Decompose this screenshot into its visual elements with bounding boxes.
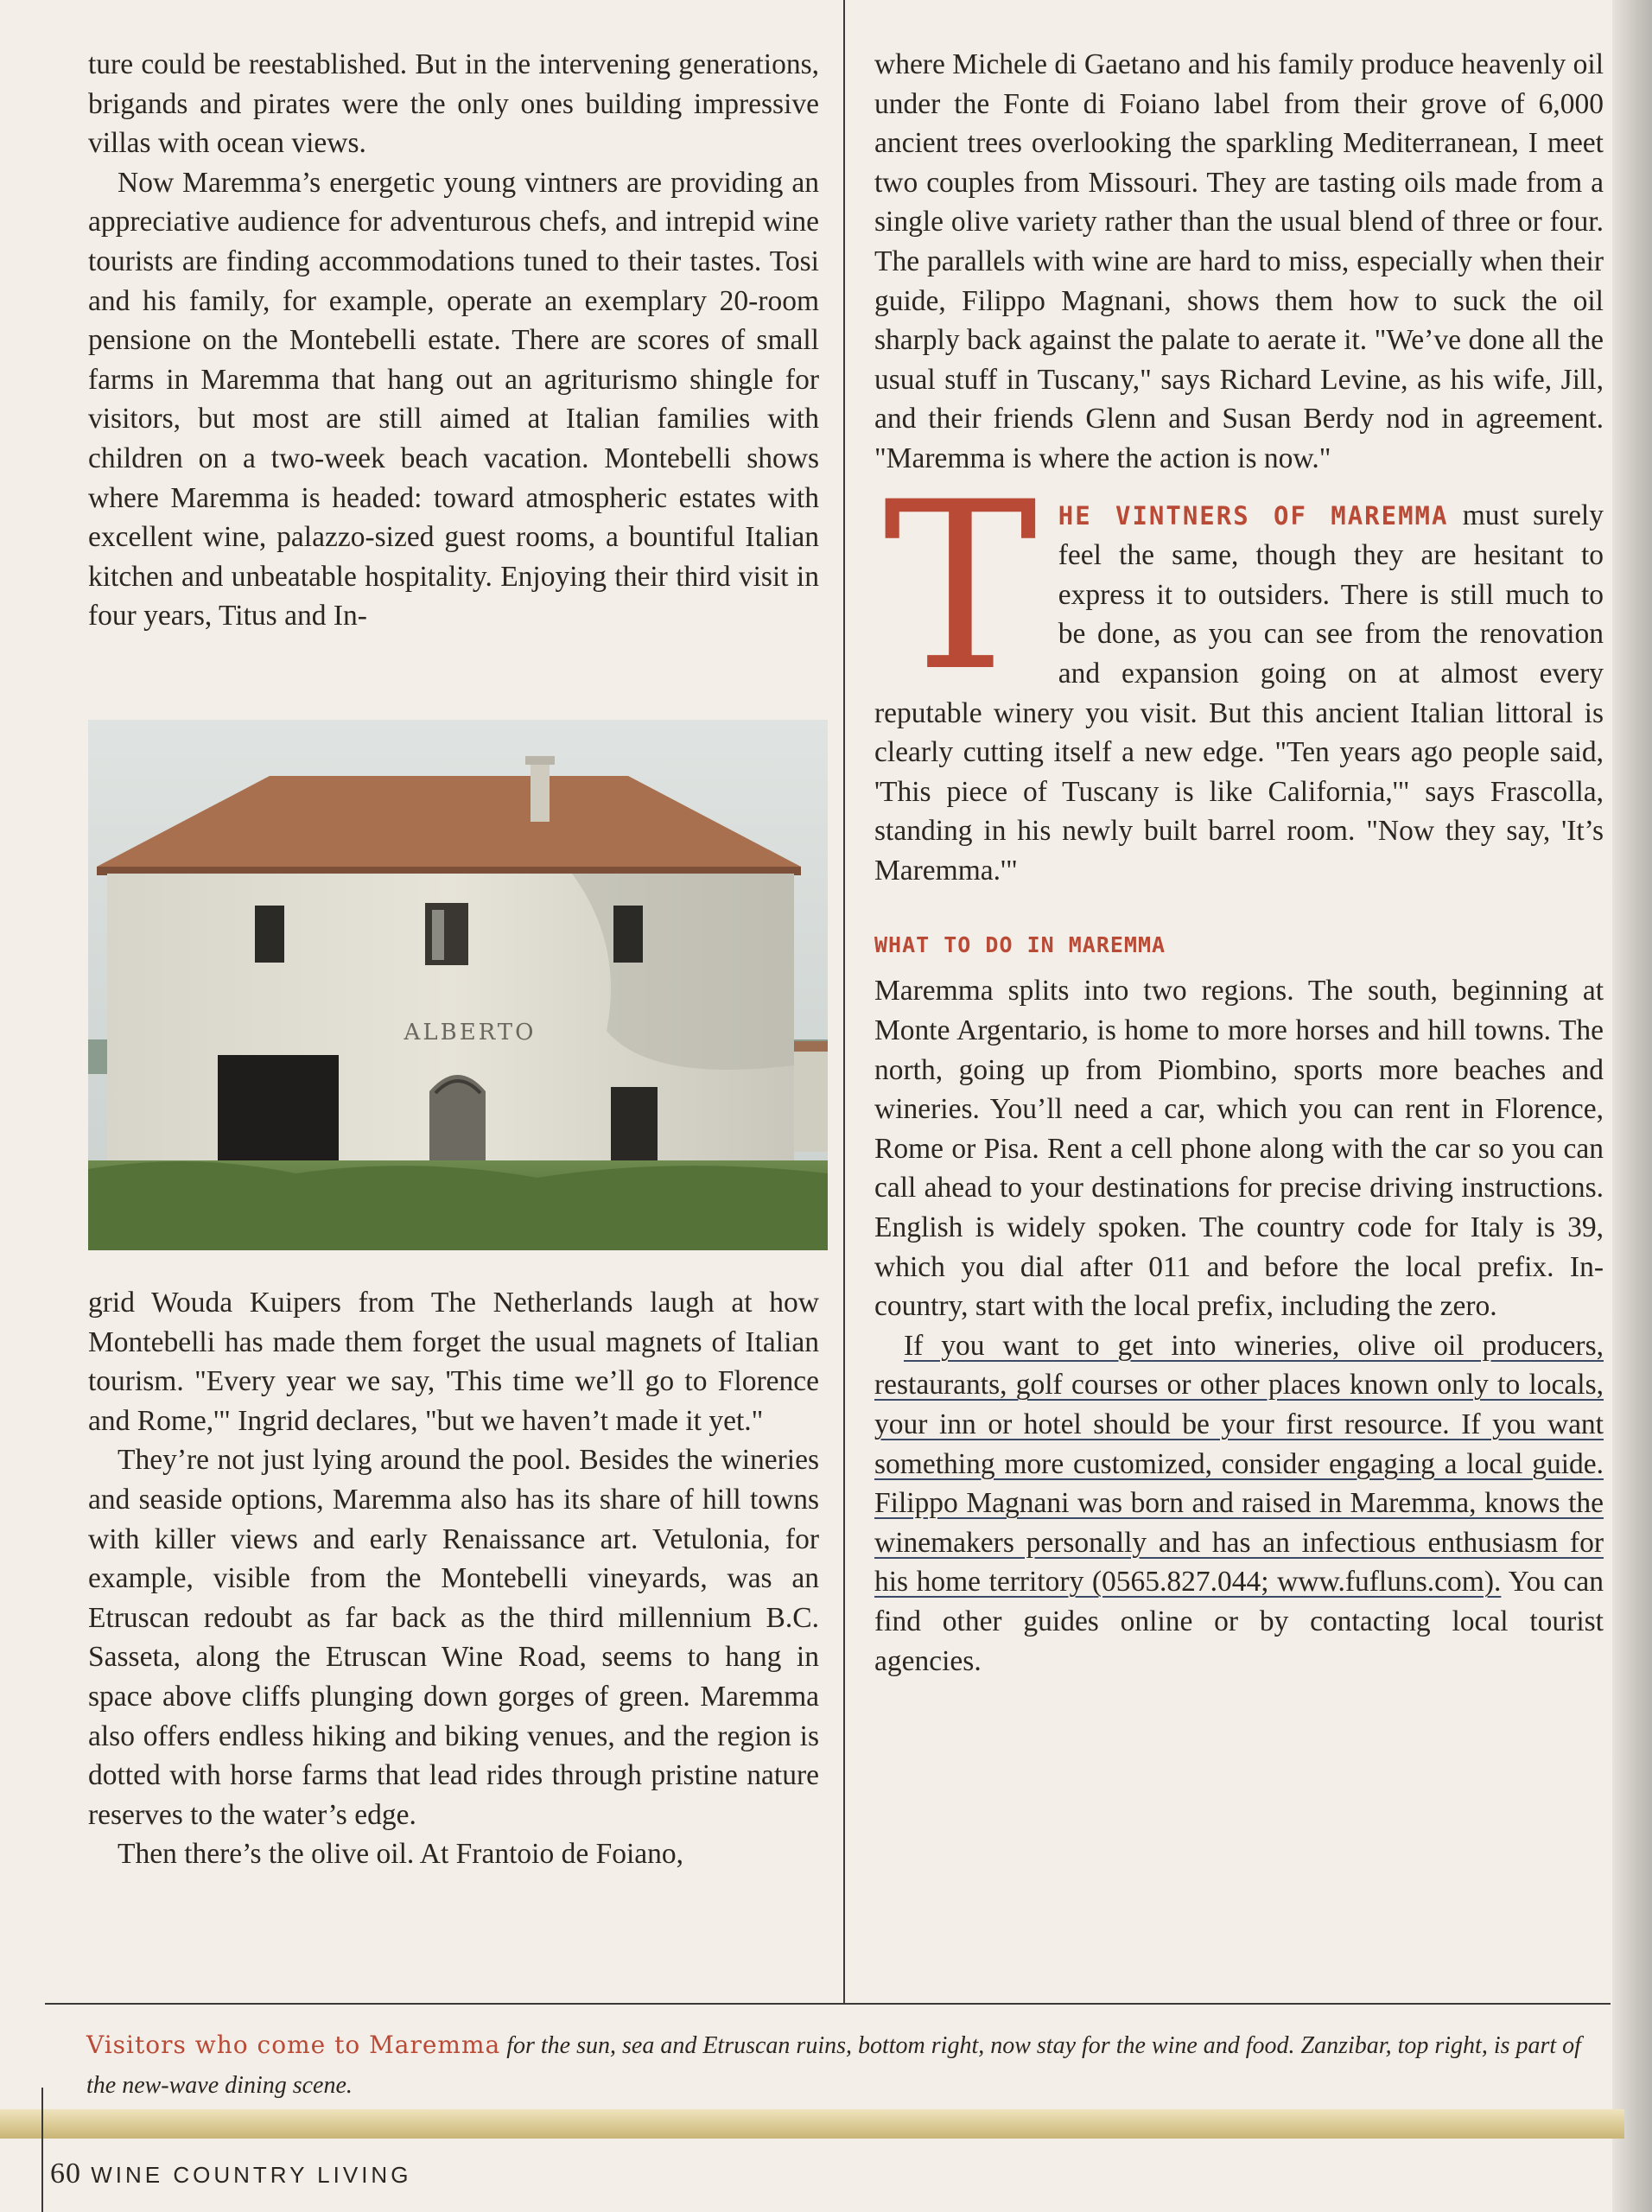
left-paragraph-1: ture could be reestablished. But in the intervening generations, brigands and pirates were the only ones building impressive villas with ocean views. (88, 48, 819, 160)
right-paragraph-2 (874, 452, 1604, 891)
right-paragraph-3: Maremma splits into two regions. The south, beginning at Monte Argentario, is home to more horses and hill towns. The north, going up from Piombino, sports more beaches and wineries. You’ll need a car, which you can rent in Florence, Rome or Pisa. Rent a cell phone along with the car so you can call ahead to your destinations for precise driving instructions. English is widely spoken. The country code for Italy is 39, which you dial after 011 and before the local prefix. In-country, start with the local prefix, including the zero. (874, 975, 1604, 1323)
left-column-top (88, 45, 819, 636)
drop-cap: T (883, 452, 1038, 722)
publication-name: WINE COUNTRY LIVING (91, 2162, 412, 2188)
footer-rule (41, 2088, 43, 2212)
right-column (874, 45, 1604, 1681)
left-paragraph-2: Now Maremma’s energetic young vintners are providing an appreciative audience for adventurous chefs, and intrepid wine tourists are finding accommodations tuned to their tastes. Tosi and his family, for example, operate an exemplary 20-room pensione on the Montebelli estate. There are scores of small farms in Maremma that hang out an agriturismo shingle for visitors, but most are still aimed at Italian families with children on a two-week beach vacation. Montebelli shows where Maremma is headed: toward atmospheric estates with excellent wine, palazzo-sized guest rooms, a bountiful Italian kitchen and unbeatable hospitality. Enjoying their third visit in four years, Titus and In- (88, 166, 819, 632)
page-number: 60 (50, 2158, 81, 2190)
left-column-bottom (88, 1283, 819, 1874)
left-paragraph-5: Then there’s the olive oil. At Frantoio de Foiano, (118, 1838, 684, 1871)
right-paragraph-4 (874, 1326, 1604, 1681)
right-paragraph-2-text: must surely feel the same, though they are hesitant to express it to outsiders. There is still much to be done, as you can see from the renovation and expansion going on at almost every reputable winery you visit. But this ancient Italian littoral is clearly cutting itself a new edge. "Ten years ago people said, 'This piece of Tuscany is like California,'" says Frascolla, standing in his newly built barrel room. "Now they say, 'It’s Maremma.'" (874, 499, 1604, 887)
caption-box (45, 2003, 1611, 2099)
column-divider (843, 0, 845, 2003)
page-edge-shadow (1612, 0, 1652, 2212)
footer-band (0, 2109, 1624, 2139)
lead-in: HE VINTNERS OF MAREMMA (1058, 500, 1449, 531)
right-paragraph-1: where Michele di Gaetano and his family produce heavenly oil under the Fonte di Foiano label from their grove of 6,000 ancient trees overlooking the sparkling Mediterranean, I meet two couples from Missouri. They are tasting oils made from a single olive variety rather than the usual blend of three or four. The parallels with wine are hard to miss, especially when their guide, Filippo Magnani, shows them how to suck the oil sharply back against the palate to aerate it. "We’ve done all the usual stuff in Tuscany," says Richard Levine, as his wife, Jill, and their friends Glenn and Susan Berdy nod in agreement. "Maremma is where the action is now." (874, 48, 1604, 474)
building-sign: ALBERTO (403, 1020, 537, 1046)
folio (50, 2158, 411, 2190)
left-paragraph-3: grid Wouda Kuipers from The Netherlands laugh at how Montebelli has made them forget the usual magnets of Italian tourism. "Every year we say, 'This time we’ll go to Florence and Rome,'" Ingrid declares, "but we haven’t made it yet." (88, 1287, 819, 1437)
underlined-text: If you want to get into wineries, olive oil producers, restaurants, golf courses or other places known only to locals, your inn or hotel should be your first resource. If you want something more customized, consider engaging a local guide. Filippo Magnani was born and raised in Maremma, knows the winemakers personally and has an infectious enthusiasm for his home territory (0565.827.044; www.fufluns.com). (874, 1329, 1604, 1599)
farmhouse-photo (88, 720, 828, 1250)
left-paragraph-4: They’re not just lying around the pool. Besides the wineries and seaside options, Maremma also has its share of hill towns with killer views and early Renaissance art. Vetulonia, for example, visible from the Montebelli vineyards, was an Etruscan redoubt as far back as the third millennium B.C. Sasseta, along the Etruscan Wine Road, seems to hang in space above cliffs plunging down gorges of green. Maremma also offers endless hiking and biking venues, and the region is dotted with horse farms that lead rides through pristine nature reserves to the water’s edge. (88, 1444, 819, 1831)
photo-caption (86, 2025, 1607, 2106)
right-paragraph-4-text: You can find other guides online or by contacting local tourist agencies. (874, 1566, 1604, 1677)
section-heading: WHAT TO DO IN MAREMMA (874, 932, 1166, 958)
caption-text: for the sun, sea and Etruscan ruins, bottom right, now stay for the wine and food. Zanzibar, top right, is part of the new-wave dining scene. (86, 2032, 1581, 2099)
caption-lead: Visitors who come to Maremma (86, 2031, 501, 2059)
